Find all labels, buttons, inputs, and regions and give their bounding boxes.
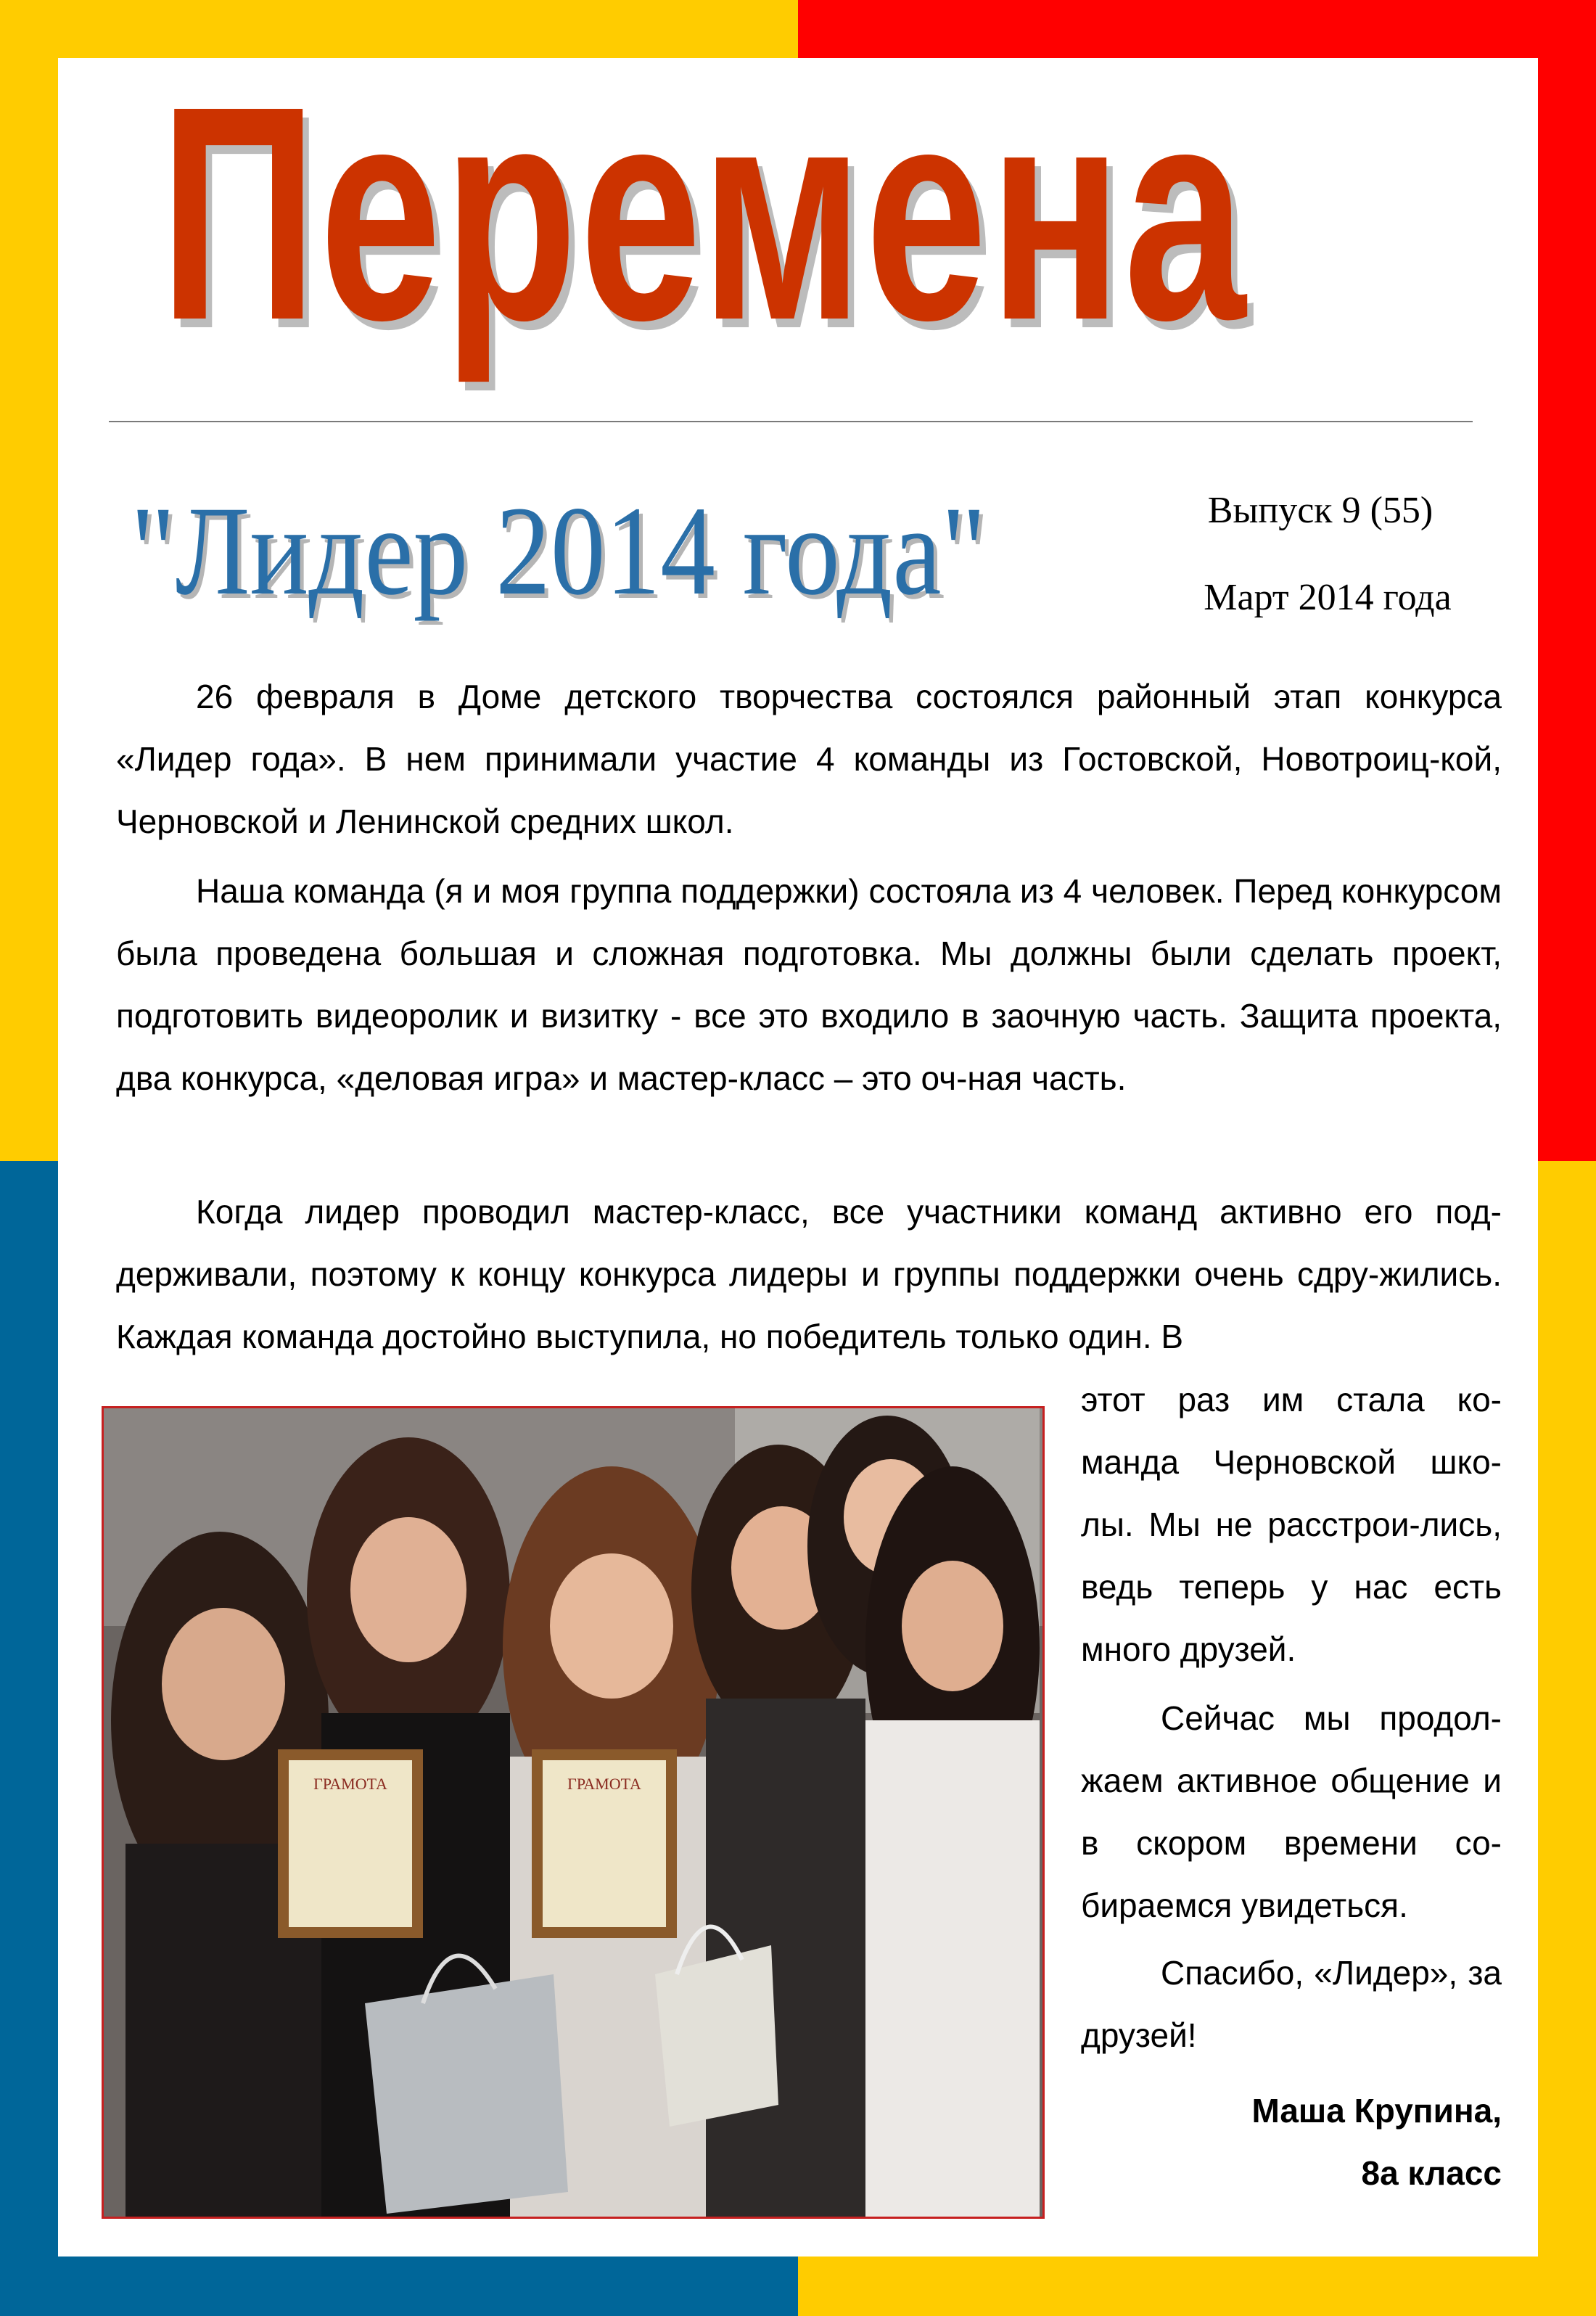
issue-date: Март 2014 года [1204, 577, 1452, 618]
team-photo [102, 1406, 1045, 2219]
team-photo-illustration [104, 1408, 1042, 2217]
side-paragraph: Сейчас мы продол-жаем активное общение и в скором времени со-бираемся увидеться. [1081, 1699, 1502, 1924]
author-name: Маша Крупина, [1251, 2092, 1502, 2130]
newspaper-title: Перемена [160, 44, 1249, 384]
issue-number: Выпуск 9 (55) [1207, 490, 1433, 531]
author-class: 8а класс [1361, 2154, 1502, 2192]
article-paragraph: Наша команда (я и моя группа поддержки) состояла из 4 человек. Перед конкурсом была проведена большая и сложная подготовка. Мы должны были сделать проект, подготовить видеоролик и визитку - все это входило в заочную часть. Защита проекта, два конкурса, «деловая игра» и мастер-класс – это оч-ная часть. [116, 872, 1502, 1097]
certificate-label-right: ГРАМОТА [567, 1775, 641, 1793]
article-paragraph: Когда лидер проводил мастер-класс, все участники команд активно его под-держивали, поэтому к концу конкурса лидеры и группы поддержки очень сдру-жились. Каждая команда достойно выступила, но победитель только один. В [116, 1193, 1502, 1355]
certificate-label-left: ГРАМОТА [313, 1775, 387, 1793]
side-paragraph: этот раз им стала ко-манда Черновской шко-лы. Мы не расстрои-лись, ведь теперь у нас есть много друзей. [1081, 1381, 1502, 1668]
title-divider [109, 421, 1473, 422]
article-paragraph: 26 февраля в Доме детского творчества состоялся районный этап конкурса «Лидер года». В нем принимали участие 4 команды из Гостовской, Новотроиц-кой, Черновской и Ленинской средних школ. [116, 678, 1502, 840]
side-paragraph: Спасибо, «Лидер», за друзей! [1081, 1954, 1502, 2054]
article-headline: "Лидер 2014 года" [131, 480, 987, 622]
